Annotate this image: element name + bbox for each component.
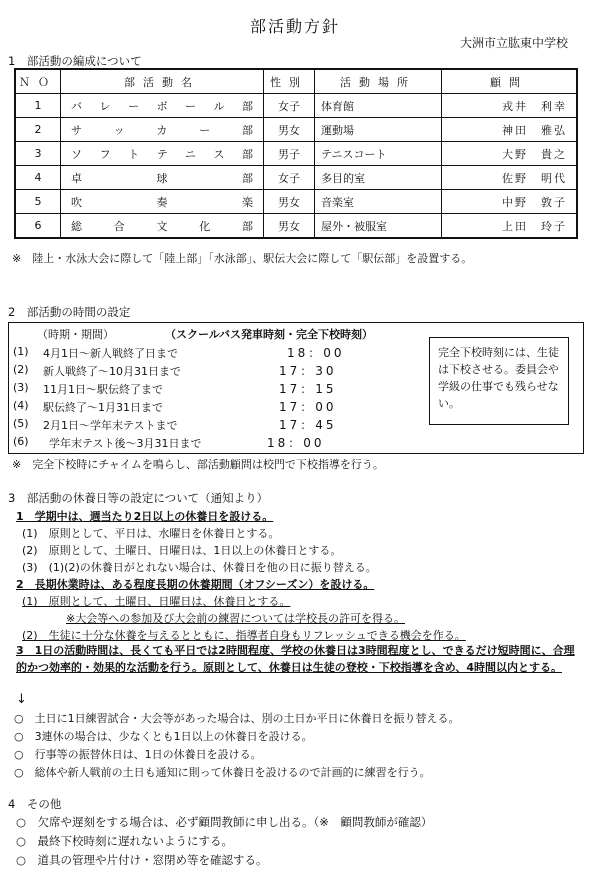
section3-circle-item: ○ 総体や新人戦前の土日も通知に則って休養日を設けるので計画的に練習を行う。 <box>14 766 431 779</box>
section3-sub2-item: (1) 原則として、土曜日、日曜日は、休養日とする。 <box>22 595 291 608</box>
section4-item: ○ 道具の管理や片付け・窓閉め等を確認する。 <box>16 853 268 867</box>
row-no: 4 <box>16 166 61 190</box>
row-sex: 男子 <box>264 142 315 166</box>
arrow-down-icon: ↓ <box>16 692 27 707</box>
col-sex: 性別 <box>264 70 315 94</box>
schedule-period: 4月1日～新人戦終了日まで <box>43 347 178 360</box>
row-advisor: 上田 玲子 <box>502 219 567 233</box>
row-advisor: 中野 敦子 <box>442 190 576 214</box>
row-club-name: ソフトテニス部 <box>61 142 264 166</box>
section3-heading: 3 部活動の休養日等の設定について（通知より） <box>8 491 269 505</box>
schedule-time: 18：00 <box>267 436 325 450</box>
row-place: 多目的室 <box>315 166 442 190</box>
schedule-num: (3) <box>13 381 29 394</box>
row-advisor: 大野 貴之 <box>442 142 576 166</box>
schedule-num: (6) <box>13 435 29 448</box>
col-club-name: 部活動名 <box>61 70 264 94</box>
section4-item: ○ 最終下校時刻に遅れないようにする。 <box>16 834 234 848</box>
section3-circle-item: ○ 行事等の振替休日は、1日の休養日を設ける。 <box>14 748 262 761</box>
schedule-time: 17：30 <box>279 364 337 378</box>
row-place: テニスコート <box>315 142 442 166</box>
row-no: 1 <box>16 94 61 118</box>
dismissal-note-box: 完全下校時刻には、生徒は下校させる。委員会や学級の仕事でも残らせない。 <box>429 337 569 425</box>
schedule-period: 学年末テスト後～3月31日まで <box>49 437 202 450</box>
row-advisor: 戎井 利幸 <box>442 94 576 118</box>
row-no: 5 <box>16 190 61 214</box>
row-advisor: 佐野 明代 <box>442 166 576 190</box>
section3-sub3: 3 1日の活動時間は、長くても平日では2時間程度、学校の休養日は3時間程度とし、できるだけ短時間に、合理的かつ効率的・効果的な活動を行う。原則として、休養日は生徒の登校・下校指導を含め、4時間以内とする。 <box>16 644 575 674</box>
row-sex: 男女 <box>264 118 315 142</box>
row-no: 3 <box>16 142 61 166</box>
row-club-name: バレーボール部 <box>61 94 264 118</box>
table-row <box>16 190 576 214</box>
school-name: 大洲市立肱東中学校 <box>459 36 568 50</box>
schedule-num: (1) <box>13 345 29 358</box>
row-place: 体育館 <box>315 94 442 118</box>
row-club-name: 卓球部 <box>61 166 264 190</box>
row-sex: 女子 <box>264 94 315 118</box>
table-row <box>16 94 576 118</box>
col-advisor: 顧問 <box>442 70 576 94</box>
section3-sub2-item: (2) 生徒に十分な休養を与えるとともに、指導者自身もリフレッシュできる機会を作る。 <box>22 629 466 642</box>
schedule-time: 17：45 <box>279 418 337 432</box>
schedule-period: 新人戦終了～10月31日まで <box>43 365 181 378</box>
row-club-name: サッカー部 <box>61 118 264 142</box>
schedule-box <box>8 322 584 454</box>
schedule-period: 駅伝終了～1月31日まで <box>43 401 163 414</box>
table-row <box>16 118 576 142</box>
row-no: 6 <box>16 214 61 237</box>
section3-sub1-item: (1) 原則として、平日は、水曜日を休養日とする。 <box>22 527 280 540</box>
row-no: 2 <box>16 118 61 142</box>
section3-sub2-note: ※大会等への参加及び大会前の練習については学校長の許可を得る。 <box>66 612 405 625</box>
section3-sub1-item: (2) 原則として、土曜日、日曜日は、1日以上の休養日とする。 <box>22 544 342 557</box>
row-place: 音楽室 <box>315 190 442 214</box>
schedule-time: 18：00 <box>287 346 345 360</box>
schedule-period: 2月1日～学年末テストまで <box>43 419 178 432</box>
page-title: 部活動方針 <box>249 17 340 36</box>
section3-sub2: 2 長期休業時は、ある程度長期の休養期間（オフシーズン）を設ける。 <box>16 578 375 591</box>
table-row <box>16 214 576 237</box>
schedule-num: (5) <box>13 417 29 430</box>
row-place: 運動場 <box>315 118 442 142</box>
club-table <box>14 68 578 239</box>
schedule-period: 11月1日～駅伝終了まで <box>43 383 163 396</box>
row-advisor: 神田 雅弘 <box>442 118 576 142</box>
table-row <box>16 166 576 190</box>
schedule-time: 17：15 <box>279 382 337 396</box>
col-no: ＮＯ <box>16 70 61 94</box>
section3-sub1-item: (3) (1)(2)の休養日がとれない場合は、休養日を他の日に振り替える。 <box>22 561 377 574</box>
row-sex: 女子 <box>264 166 315 190</box>
table-row <box>16 142 576 166</box>
section1-heading: 1 部活動の編成について <box>8 54 142 68</box>
section1-note: ※ 陸上・水泳大会に際して「陸上部」「水泳部」、駅伝大会に際して「駅伝部」を設置する。 <box>12 252 473 265</box>
row-place: 屋外・被服室 <box>315 214 442 237</box>
period-label: （時期・期間） <box>37 328 114 341</box>
schedule-time: 17：00 <box>279 400 337 414</box>
section3-sub1: 1 学期中は、週当たり2日以上の休養日を設ける。 <box>16 510 274 523</box>
schedule-num: (4) <box>13 399 29 412</box>
section2-note: ※ 完全下校時にチャイムを鳴らし、部活動顧問は校門で下校指導を行う。 <box>12 458 384 471</box>
section3-circle-item: ○ 3連休の場合は、少なくとも1日以上の休養日を設ける。 <box>14 730 313 743</box>
section3-circle-item: ○ 土日に1日練習試合・大会等があった場合は、別の土日か平日に休養日を振り替える。 <box>14 712 460 725</box>
section4-item: ○ 欠席や遅刻をする場合は、必ず顧問教師に申し出る。（※ 顧問教師が確認） <box>16 815 433 829</box>
bus-time-label: （スクールバス発車時刻・完全下校時刻） <box>165 328 374 341</box>
section2-heading: 2 部活動の時間の設定 <box>8 305 131 319</box>
col-place: 活動場所 <box>315 70 442 94</box>
row-club-name: 吹奏楽 <box>61 190 264 214</box>
row-club-name: 総合文化部 <box>61 214 264 237</box>
table-header-row <box>16 70 576 94</box>
section4-heading: 4 その他 <box>8 797 62 811</box>
row-sex: 男女 <box>264 190 315 214</box>
row-sex: 男女 <box>264 214 315 237</box>
schedule-num: (2) <box>13 363 29 376</box>
